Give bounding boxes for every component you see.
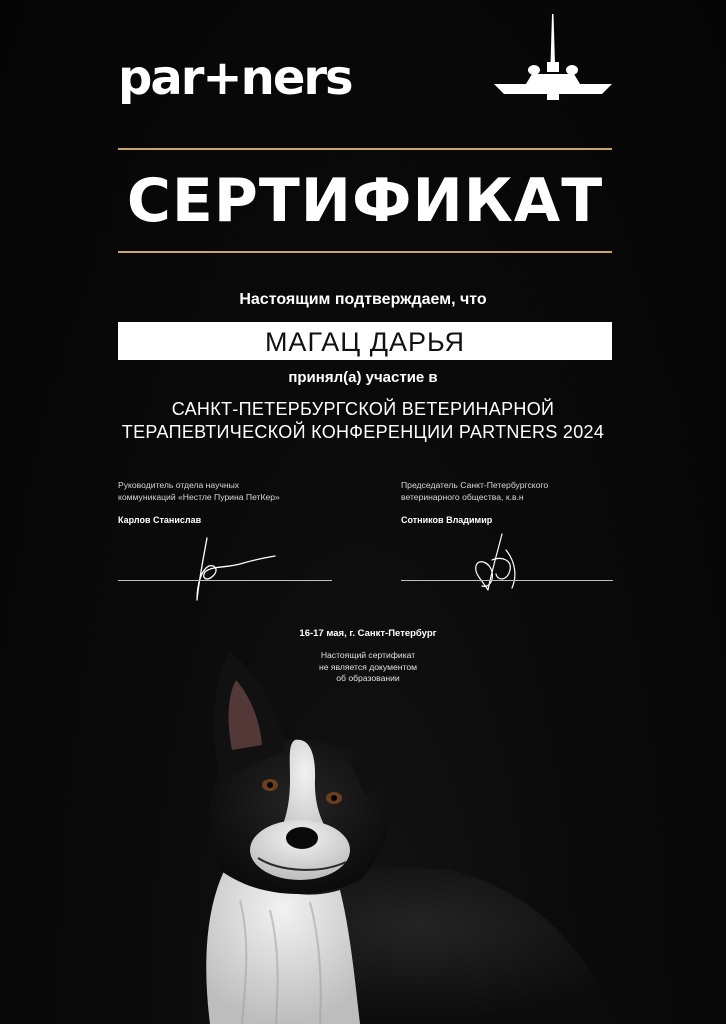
- signatory-2-name: Сотников Владимир: [401, 515, 493, 525]
- signatory-1-role-line1: Руководитель отдела научных: [118, 480, 240, 490]
- signatory-1-name: Карлов Станислав: [118, 515, 202, 525]
- bottom-gold-rule: [118, 251, 612, 253]
- education-note-line3: об образовании: [336, 673, 400, 683]
- border-collie-photo: [150, 640, 620, 1024]
- education-note-line1: Настоящий сертификат: [320, 650, 416, 660]
- confirm-text: Настоящим подтверждаем, что: [239, 291, 487, 308]
- education-note-line2: не является документом: [318, 661, 418, 672]
- signature-1-line: [118, 580, 332, 581]
- recipient-name: МАГАЦ ДАРЬЯ: [118, 322, 612, 360]
- signature-1: [185, 530, 280, 604]
- conference-title-line1: САНКТ-ПЕТЕРБУРГСКОЙ ВЕТЕРИНАРНОЙ: [171, 399, 555, 419]
- conference-title: [60, 398, 666, 444]
- date-place: 16-17 мая, г. Санкт-Петербург: [299, 628, 437, 639]
- saint-petersburg-skyline-icon: [492, 12, 614, 104]
- certificate-title: СЕРТИФИКАТ: [126, 166, 604, 236]
- partners-logo: par+ners: [118, 50, 352, 106]
- signatory-1-role-line2: коммуникаций «Нестле Пурина ПетКер»: [118, 492, 280, 502]
- top-gold-rule: [118, 148, 612, 150]
- signatory-2-role: [401, 479, 548, 503]
- signature-2: [462, 530, 532, 596]
- signature-2-line: [401, 580, 613, 581]
- signatory-1-role: [118, 479, 280, 503]
- participated-text: принял(а) участие в: [288, 369, 438, 386]
- conference-title-line2: ТЕРАПЕВТИЧЕСКОЙ КОНФЕРЕНЦИИ PARTNERS 2024: [121, 422, 605, 442]
- signatory-2-role-line2: ветеринарного общества, к.в.н: [401, 492, 524, 502]
- signatory-2-role-line1: Председатель Санкт-Петербургского: [401, 480, 549, 490]
